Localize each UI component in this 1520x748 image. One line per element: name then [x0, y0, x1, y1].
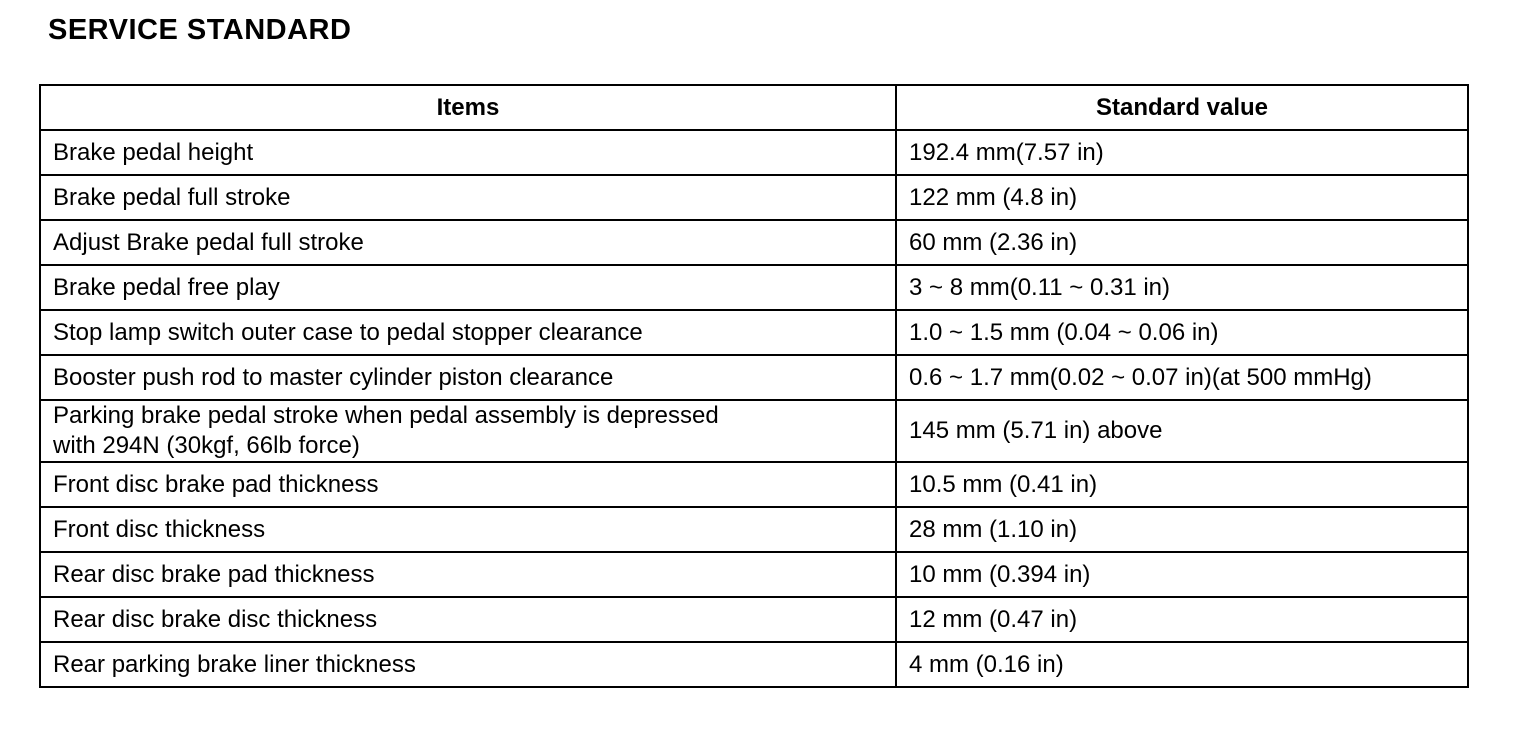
column-header-standard-value: Standard value [896, 85, 1468, 130]
value-cell: 4 mm (0.16 in) [896, 642, 1468, 687]
page-title: SERVICE STANDARD [48, 14, 352, 46]
item-cell: Brake pedal height [40, 130, 896, 175]
item-cell: Rear disc brake disc thickness [40, 597, 896, 642]
value-cell: 1.0 ~ 1.5 mm (0.04 ~ 0.06 in) [896, 310, 1468, 355]
item-cell: Booster push rod to master cylinder piston clearance [40, 355, 896, 400]
item-cell: Rear disc brake pad thickness [40, 552, 896, 597]
table-row [40, 310, 1468, 355]
table-row [40, 355, 1468, 400]
item-cell: Brake pedal free play [40, 265, 896, 310]
item-cell-line: with 294N (30kgf, 66lb force) [53, 432, 360, 459]
table-row [40, 265, 1468, 310]
item-cell: Adjust Brake pedal full stroke [40, 220, 896, 265]
table-row [40, 597, 1468, 642]
table-row [40, 462, 1468, 507]
table-row [40, 130, 1468, 175]
value-cell: 10 mm (0.394 in) [896, 552, 1468, 597]
value-cell: 10.5 mm (0.41 in) [896, 462, 1468, 507]
value-cell: 0.6 ~ 1.7 mm(0.02 ~ 0.07 in)(at 500 mmHg) [896, 355, 1468, 400]
value-cell: 60 mm (2.36 in) [896, 220, 1468, 265]
table-row [40, 400, 1468, 462]
service-standard-table [39, 84, 1469, 688]
item-cell: Front disc brake pad thickness [40, 462, 896, 507]
item-cell: Brake pedal full stroke [40, 175, 896, 220]
table-row [40, 552, 1468, 597]
item-cell: Rear parking brake liner thickness [40, 642, 896, 687]
value-cell: 145 mm (5.71 in) above [896, 400, 1468, 462]
value-cell: 122 mm (4.8 in) [896, 175, 1468, 220]
table-row [40, 642, 1468, 687]
value-cell: 12 mm (0.47 in) [896, 597, 1468, 642]
table-row [40, 507, 1468, 552]
value-cell: 28 mm (1.10 in) [896, 507, 1468, 552]
column-header-items: Items [40, 85, 896, 130]
item-cell [40, 400, 896, 462]
table-row [40, 175, 1468, 220]
value-cell: 192.4 mm(7.57 in) [896, 130, 1468, 175]
table-header-row [40, 85, 1468, 130]
item-cell: Stop lamp switch outer case to pedal stopper clearance [40, 310, 896, 355]
item-cell-line: Parking brake pedal stroke when pedal assembly is depressed [53, 402, 719, 429]
value-cell: 3 ~ 8 mm(0.11 ~ 0.31 in) [896, 265, 1468, 310]
table-row [40, 220, 1468, 265]
item-cell: Front disc thickness [40, 507, 896, 552]
